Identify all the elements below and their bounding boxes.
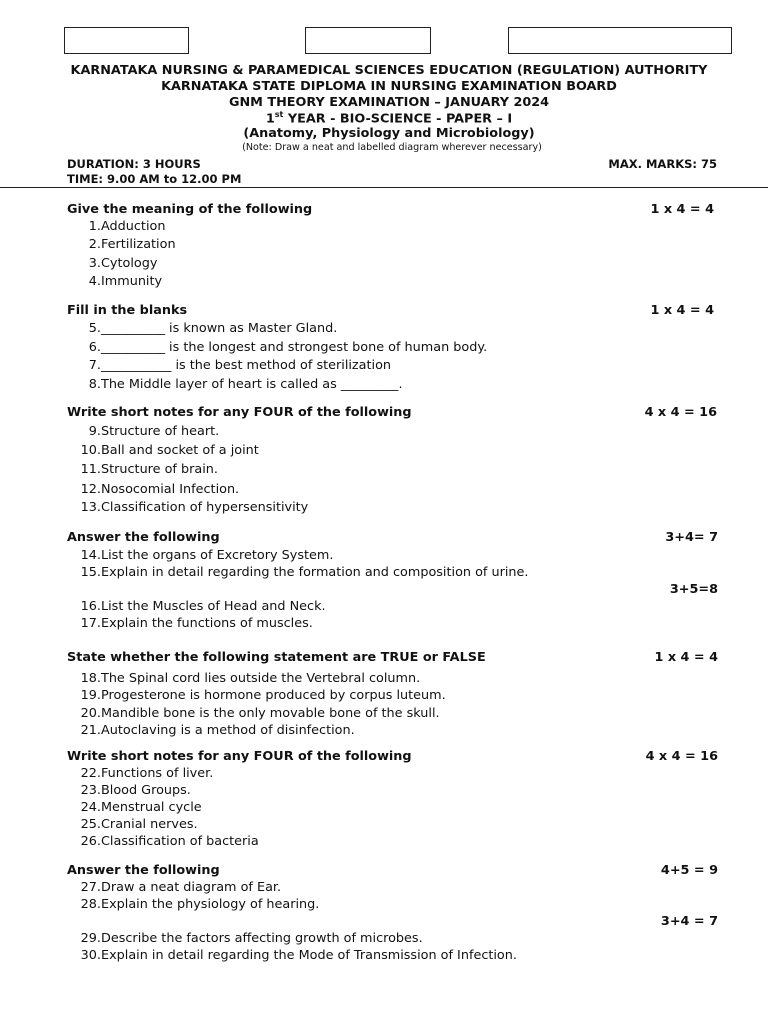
question-item <box>67 500 309 515</box>
question-number: 16. <box>80 599 101 614</box>
question-text: Cytology <box>101 256 158 271</box>
section-marks: 3+4= 7 <box>665 530 718 545</box>
question-text: Nosocomial Infection. <box>101 482 240 497</box>
question-number: 27. <box>80 880 101 895</box>
question-number: 28. <box>80 897 101 912</box>
question-number: 26. <box>80 834 101 849</box>
section-title: Fill in the blanks <box>67 303 188 318</box>
section-title: Give the meaning of the following <box>67 202 313 217</box>
question-item <box>67 616 313 631</box>
question-item <box>67 565 529 580</box>
question-number: 4. <box>88 274 101 289</box>
question-item <box>67 817 198 832</box>
question-text: Explain in detail regarding the formation and composition of urine. <box>101 565 529 580</box>
question-number: 17. <box>80 616 101 631</box>
question-item <box>67 321 338 336</box>
year-suffix: st <box>274 110 284 119</box>
reg-box-2 <box>305 27 431 54</box>
section-marks: 1 x 4 = 4 <box>654 650 718 665</box>
question-number: 15. <box>80 565 101 580</box>
question-number: 12. <box>80 482 101 497</box>
max-marks: MAX. MARKS: 75 <box>608 157 717 171</box>
question-text: Explain in detail regarding the Mode of Transmission of Infection. <box>101 948 517 963</box>
question-text: Fertilization <box>101 237 176 252</box>
question-text: Explain the physiology of hearing. <box>101 897 320 912</box>
section-marks: 1 x 4 = 4 <box>650 303 714 318</box>
question-number: 29. <box>80 931 101 946</box>
question-text: Mandible bone is the only movable bone of the skull. <box>101 706 440 721</box>
question-item <box>67 688 446 703</box>
question-text: Classification of hypersensitivity <box>101 500 309 515</box>
question-item <box>67 671 421 686</box>
question-text: Adduction <box>101 219 166 234</box>
section-marks: 4+5 = 9 <box>660 863 718 878</box>
board-title: KARNATAKA STATE DIPLOMA IN NURSING EXAMINATION BOARD <box>161 79 617 94</box>
question-text: Menstrual cycle <box>101 800 202 815</box>
question-number: 5. <box>88 321 101 336</box>
paper-name: YEAR - BIO-SCIENCE - PAPER – I <box>283 111 513 127</box>
question-number: 9. <box>88 424 101 439</box>
section-marks-secondary: 3+4 = 7 <box>660 914 718 929</box>
question-text: Progesterone is hormone produced by corpus luteum. <box>101 688 446 703</box>
question-number: 3. <box>88 256 101 271</box>
question-text: Blood Groups. <box>101 783 191 798</box>
reg-box-1 <box>64 27 189 54</box>
question-item <box>67 897 320 912</box>
section-marks-secondary: 3+5=8 <box>669 582 718 597</box>
question-number: 24. <box>80 800 101 815</box>
instruction-note: (Note: Draw a neat and labelled diagram wherever necessary) <box>242 142 542 153</box>
section-marks: 4 x 4 = 16 <box>645 749 718 764</box>
question-item <box>67 931 423 946</box>
question-item <box>67 880 282 895</box>
header-divider <box>0 187 768 188</box>
question-item <box>67 358 392 373</box>
reg-box-3 <box>508 27 732 54</box>
question-item <box>67 424 220 439</box>
question-item <box>67 548 334 563</box>
authority-title: KARNATAKA NURSING & PARAMEDICAL SCIENCES EDUCATION (REGULATION) AUTHORITY <box>70 63 708 78</box>
question-number: 2. <box>88 237 101 252</box>
question-number: 23. <box>80 783 101 798</box>
question-item <box>67 340 488 355</box>
question-number: 14. <box>80 548 101 563</box>
question-item <box>67 237 176 252</box>
question-text: List the Muscles of Head and Neck. <box>101 599 326 614</box>
question-item <box>67 766 214 781</box>
year-number: 1 <box>265 111 275 127</box>
question-text: ___________ is the best method of sterilization <box>101 358 392 373</box>
question-item <box>67 948 517 963</box>
question-item <box>67 706 440 721</box>
question-number: 18. <box>80 671 101 686</box>
question-number: 22. <box>80 766 101 781</box>
question-number: 21. <box>80 723 101 738</box>
question-number: 8. <box>88 377 101 392</box>
question-item <box>67 834 259 849</box>
question-item <box>67 274 163 289</box>
section-title: Write short notes for any FOUR of the following <box>67 405 412 420</box>
question-text: Ball and socket of a joint <box>101 443 259 458</box>
question-number: 11. <box>80 462 101 477</box>
question-number: 1. <box>88 219 101 234</box>
question-item <box>67 462 218 477</box>
question-text: Structure of heart. <box>101 424 220 439</box>
section-marks: 4 x 4 = 16 <box>644 405 717 420</box>
question-number: 13. <box>80 500 101 515</box>
question-text: __________ is the longest and strongest bone of human body. <box>101 340 488 355</box>
question-number: 20. <box>80 706 101 721</box>
subject-title: (Anatomy, Physiology and Microbiology) <box>243 126 535 141</box>
question-item <box>67 599 326 614</box>
question-number: 7. <box>88 358 101 373</box>
section-title: State whether the following statement are TRUE or FALSE <box>67 650 486 665</box>
question-number: 30. <box>80 948 101 963</box>
question-text: Draw a neat diagram of Ear. <box>101 880 282 895</box>
question-number: 25. <box>80 817 101 832</box>
question-text: Immunity <box>101 274 163 289</box>
question-text: The Spinal cord lies outside the Vertebral column. <box>101 671 421 686</box>
question-item <box>67 219 166 234</box>
question-text: Describe the factors affecting growth of microbes. <box>101 931 423 946</box>
question-text: Functions of liver. <box>101 766 214 781</box>
question-text: The Middle layer of heart is called as _________. <box>101 377 403 392</box>
question-text: List the organs of Excretory System. <box>101 548 334 563</box>
question-item <box>67 482 240 497</box>
section-marks: 1 x 4 = 4 <box>650 202 714 217</box>
section-title: Answer the following <box>67 863 220 878</box>
question-text: Explain the functions of muscles. <box>101 616 313 631</box>
paper-title <box>0 110 768 126</box>
question-item <box>67 256 158 271</box>
question-text: Autoclaving is a method of disinfection. <box>101 723 355 738</box>
question-item <box>67 443 259 458</box>
exam-time: TIME: 9.00 AM to 12.00 PM <box>67 172 242 186</box>
question-item <box>67 800 202 815</box>
question-text: Cranial nerves. <box>101 817 198 832</box>
section-title: Write short notes for any FOUR of the following <box>67 749 412 764</box>
question-text: __________ is known as Master Gland. <box>101 321 338 336</box>
question-text: Structure of brain. <box>101 462 218 477</box>
question-item <box>67 723 355 738</box>
question-text: Classification of bacteria <box>101 834 259 849</box>
duration: DURATION: 3 HOURS <box>67 157 201 171</box>
question-item <box>67 377 403 392</box>
question-item <box>67 783 191 798</box>
question-number: 19. <box>80 688 101 703</box>
question-number: 6. <box>88 340 101 355</box>
section-title: Answer the following <box>67 530 220 545</box>
exam-title: GNM THEORY EXAMINATION – JANUARY 2024 <box>228 95 550 110</box>
question-number: 10. <box>80 443 101 458</box>
